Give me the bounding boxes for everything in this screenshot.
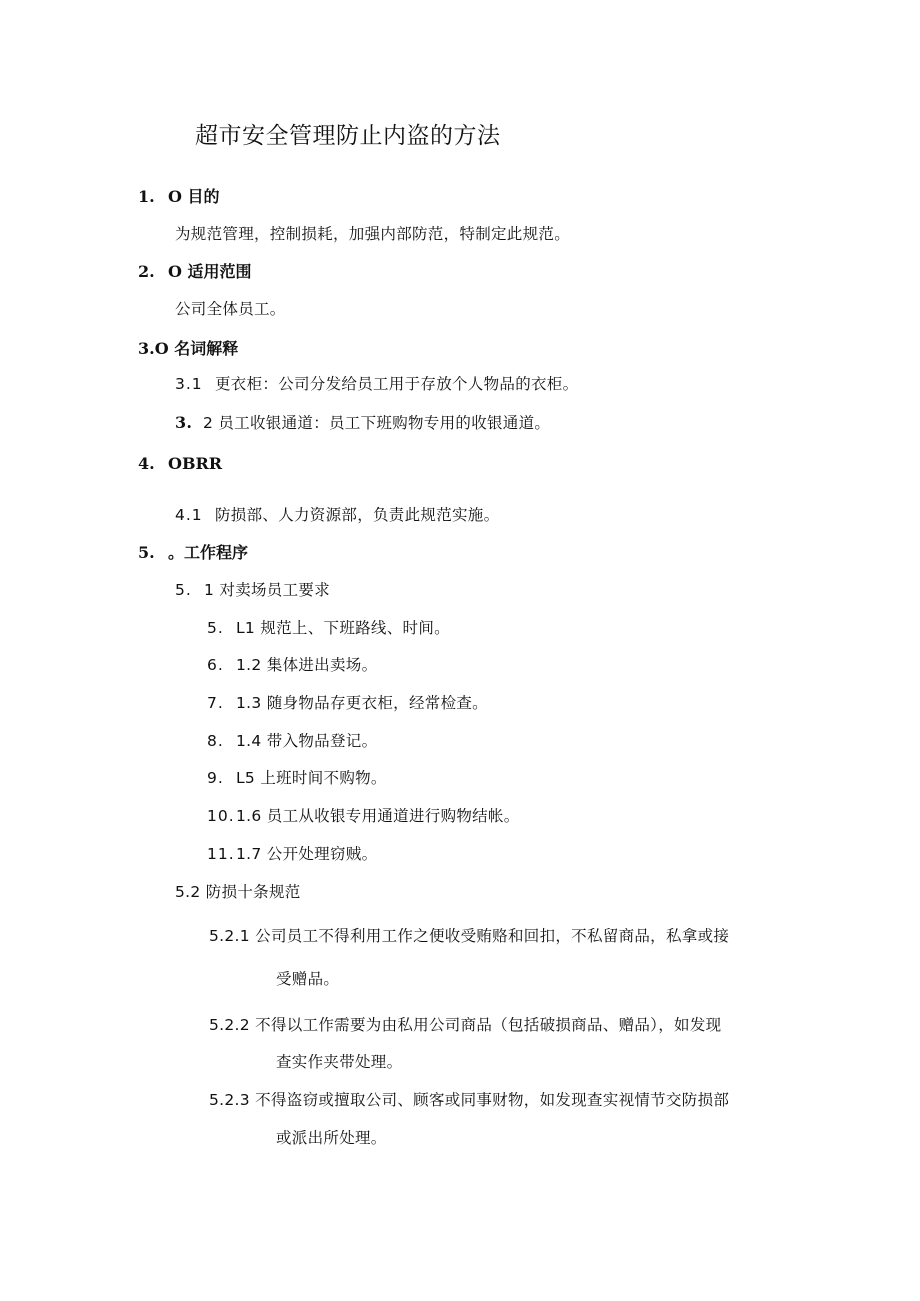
document-title: 超市安全管理防止内盗的方法 <box>195 123 501 149</box>
rule-5-2-2-line-2: 查实作夹带处理。 <box>276 1053 403 1071</box>
item-number: 11. <box>207 845 235 863</box>
item-number: 3. <box>175 413 193 432</box>
section-1-number: 1. <box>138 187 155 206</box>
item-text: 2 员工收银通道：员工下班购物专用的收银通道。 <box>203 414 551 432</box>
item-text: L1 规范上、下班路线、时间。 <box>236 619 450 637</box>
section-2-number: 2. <box>138 262 155 281</box>
subsection-text: 1 对卖场员工要求 <box>204 581 330 599</box>
item-text: 1.7 公开处理窃贼。 <box>236 845 378 863</box>
section-1-paragraph: 为规范管理，控制损耗，加强内部防范，特制定此规范。 <box>175 225 571 243</box>
list-item <box>207 696 488 712</box>
section-1-heading <box>138 189 220 205</box>
section-2-paragraph: 公司全体员工。 <box>175 300 286 318</box>
item-text: 更衣柜：公司分发给员工用于存放个人物品的衣柜。 <box>215 375 579 393</box>
item-text: L5 上班时间不购物。 <box>236 769 387 787</box>
subsection-5-2-heading: 5.2 防损十条规范 <box>175 883 301 901</box>
item-number: 7. <box>207 694 224 712</box>
item-text: 1.6 员工从收银专用通道进行购物结帐。 <box>236 807 520 825</box>
section-2-title: O 适用范围 <box>168 262 252 281</box>
list-item <box>207 658 377 674</box>
section-3-item-1 <box>175 377 578 393</box>
item-text: 1.2 集体进出卖场。 <box>236 656 378 674</box>
item-text: 1.3 随身物品存更衣柜，经常检查。 <box>236 694 488 712</box>
section-3-item-2 <box>175 415 550 432</box>
item-number: 9. <box>207 769 224 787</box>
section-5-heading <box>138 545 248 561</box>
item-number: 8. <box>207 732 224 750</box>
rule-5-2-1-line-2: 受赠品。 <box>276 970 340 988</box>
rule-5-2-3-line-1: 5.2.3 不得盗窃或擅取公司、顾客或同事财物，如发现查实视情节交防损部 <box>209 1091 730 1109</box>
item-number: 4.1 <box>175 506 203 524</box>
section-5-number: 5. <box>138 543 155 562</box>
subsection-5-1-heading <box>175 583 330 599</box>
section-2-heading <box>138 264 252 280</box>
section-4-item-1 <box>175 508 499 524</box>
item-number: 5. <box>207 619 224 637</box>
list-item <box>207 809 520 825</box>
list-item <box>207 771 387 787</box>
item-number: 6. <box>207 656 224 674</box>
section-3-heading: 3.O 名词解释 <box>138 339 239 358</box>
list-item <box>207 734 377 750</box>
rule-5-2-3-line-2: 或派出所处理。 <box>276 1129 387 1147</box>
subsection-number: 5. <box>175 581 192 599</box>
item-text: 1.4 带入物品登记。 <box>236 732 378 750</box>
item-text: 防损部、人力资源部，负责此规范实施。 <box>215 506 500 524</box>
item-number: 10. <box>207 807 235 825</box>
section-5-title: 。工作程序 <box>168 543 249 562</box>
section-4-number: 4. <box>138 454 155 473</box>
rule-5-2-2-line-1: 5.2.2 不得以工作需要为由私用公司商品（包括破损商品、赠品），如发现 <box>209 1016 722 1034</box>
rule-5-2-1-line-1: 5.2.1 公司员工不得利用工作之便收受贿赂和回扣，不私留商品，私拿或接 <box>209 927 730 945</box>
item-number: 3.1 <box>175 375 203 393</box>
list-item <box>207 847 377 863</box>
section-4-heading <box>138 456 222 472</box>
section-4-title: OBRR <box>168 454 223 473</box>
list-item <box>207 621 450 637</box>
section-1-title: O 目的 <box>168 187 220 206</box>
